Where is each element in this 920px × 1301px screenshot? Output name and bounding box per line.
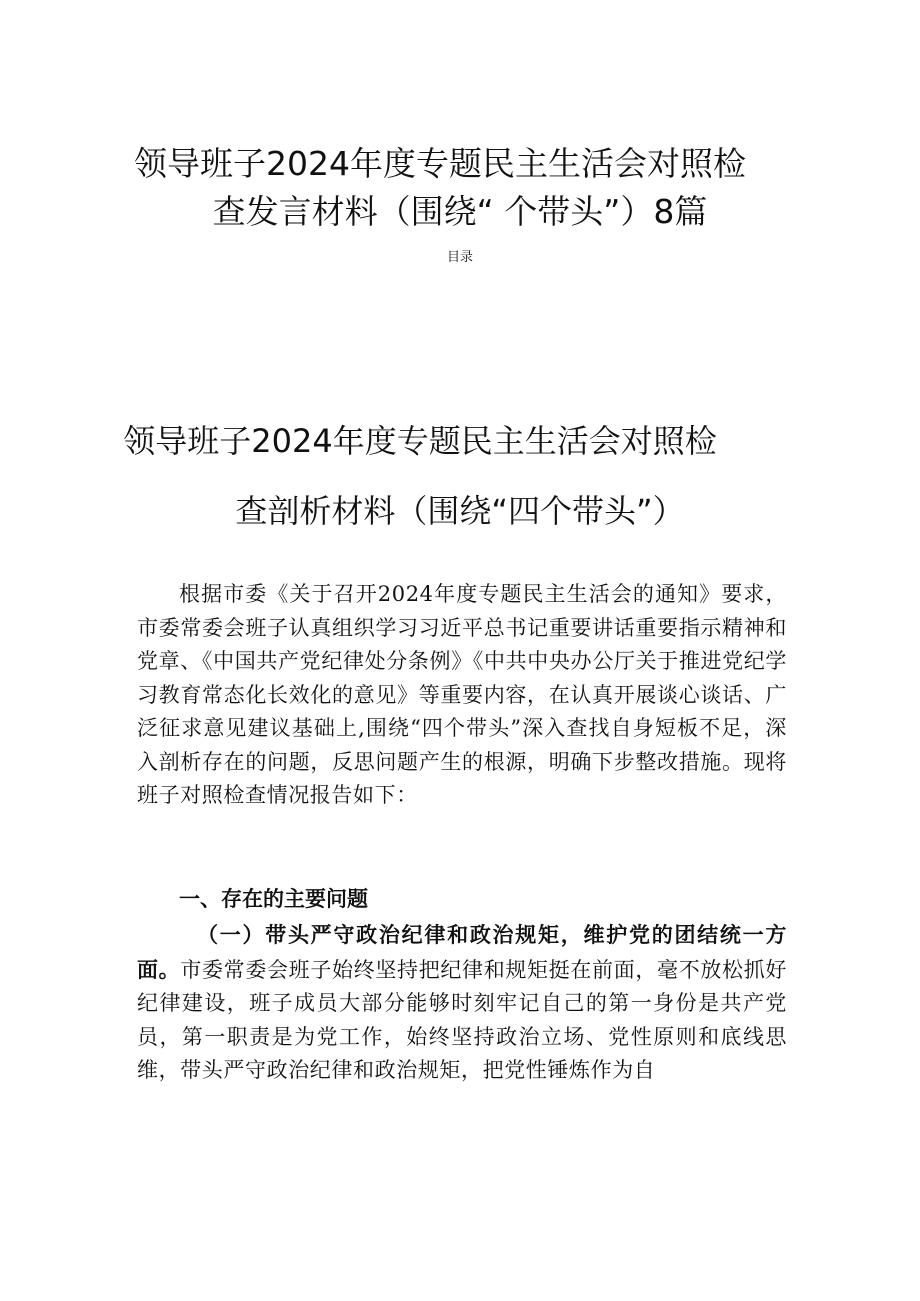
cover-title-line1: 领导班子2024年度专题民主生活会对照检: [134, 144, 746, 183]
intro-paragraph: 根据市委《关于召开2024年度专题民主生活会的通知》要求，市委常委会班子认真组织学习习近平总书记重要讲话重要指示精神和党章、《中国共产党纪律处分条例》《中共中央办公厅关于推进党纪学习教育常态化长效化的意见》等重要内容，在认真开展谈心谈话、广泛征求意见建议基础上,围绕“四个带头”深入查找自身短板不足，深入剖析存在的问题，反思问题产生的根源，明确下步整改措施。现将班子对照检查情况报告如下：: [137, 582, 787, 807]
article-title-line1: 领导班子2024年度专题民主生活会对照检: [123, 422, 717, 460]
cover-title-line2: 查发言材料（围绕“ 个带头”）8篇: [212, 192, 708, 231]
subsection-body: 市委常委会班子始终坚持把纪律和规矩挺在前面，毫不放松抓好纪律建设，班子成员大部分能够时刻牢记自己的第一身份是共产党员，第一职责是为党工作，始终坚持政治立场、党性原则和底线思维，带头严守政治纪律和政治规矩，把党性锤炼作为自: [137, 957, 787, 1082]
section-heading: 一、存在的主要问题: [179, 886, 368, 911]
subsection-lead: （一）带头严守政治纪律和政治规矩，维护党的团结统一方面。: [137, 922, 787, 982]
subsection-paragraph: [137, 918, 787, 1088]
article-title-line2: 查剖析材料（围绕“四个带头”）: [235, 492, 685, 530]
toc-label: 目录: [446, 250, 473, 265]
